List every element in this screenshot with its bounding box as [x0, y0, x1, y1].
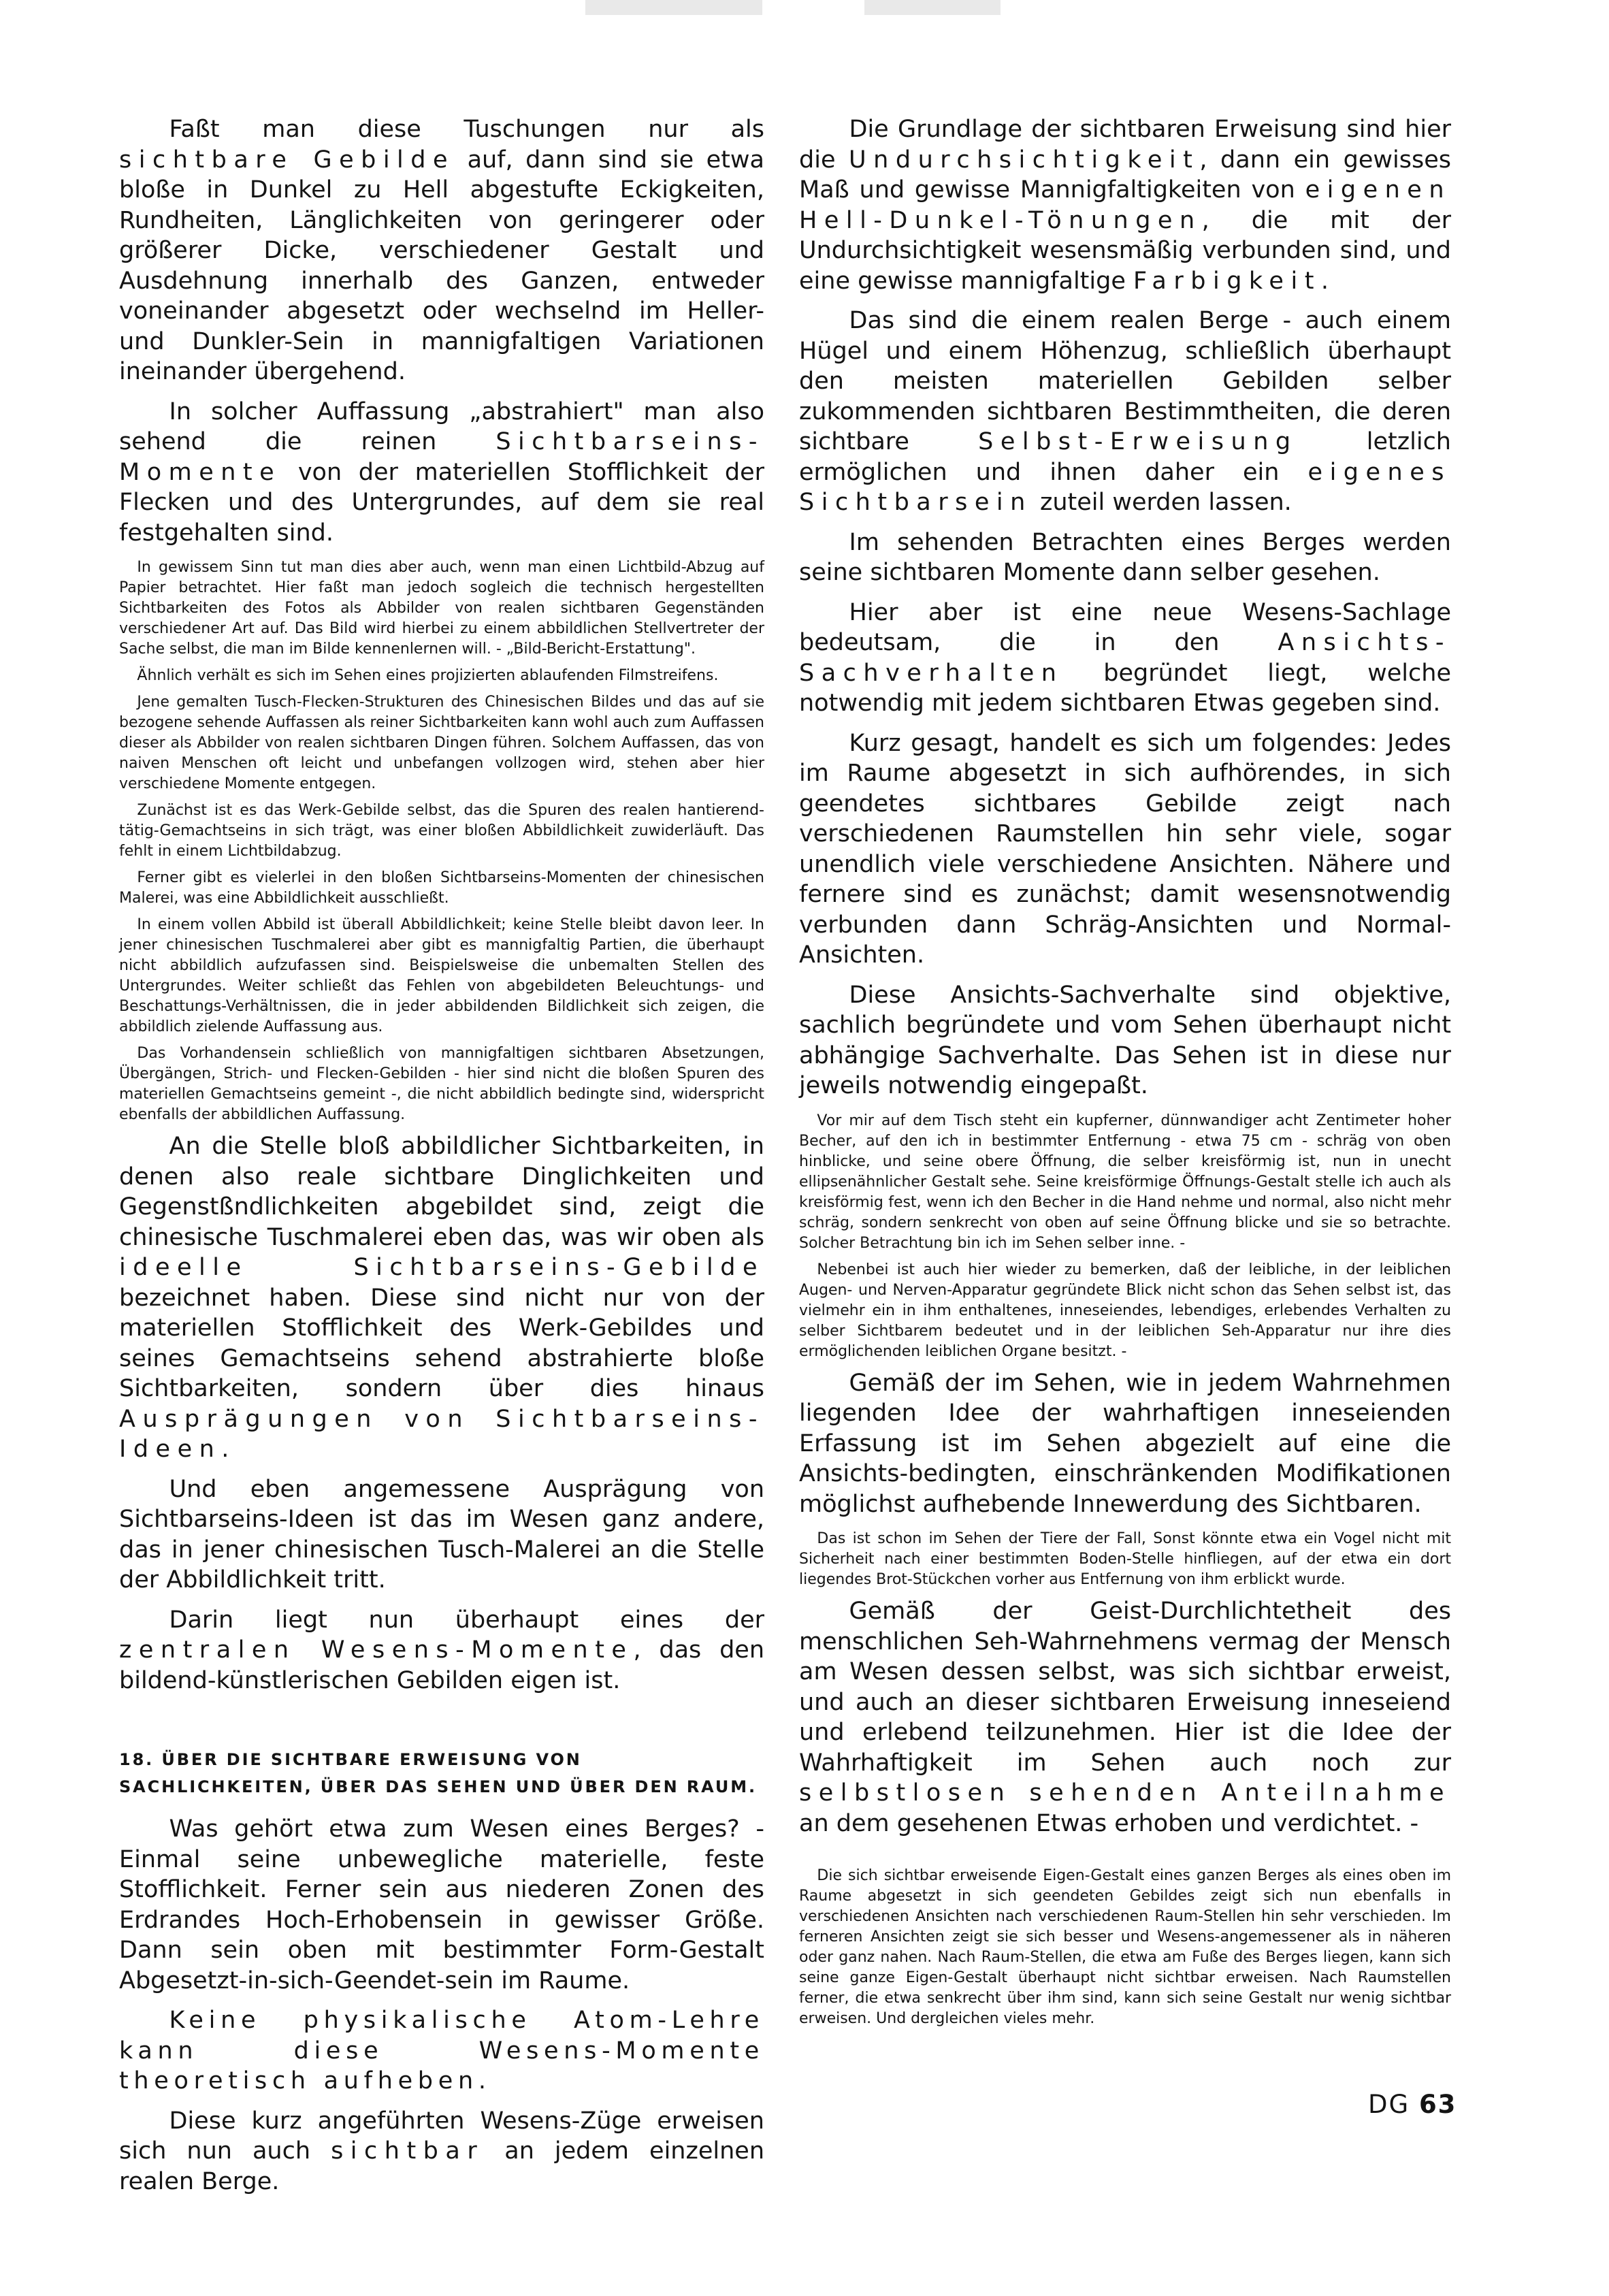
- paragraph: Diese kurz angeführten Wesens-Züge erweisen sich nun auch sichtbar an jedem einzelnen realen Berge.: [119, 2107, 764, 2195]
- paragraph: Und eben angemessene Ausprägung von Sichtbarseins-Ideen ist das im Wesen ganz andere, das in jener chinesischen Tusch-Malerei an die Stelle der Abbildlichkeit tritt.: [119, 1475, 764, 1594]
- small-paragraph: Ähnlich verhält es sich im Sehen eines projizierten ablaufenden Filmstreifens.: [137, 667, 719, 684]
- paragraph: Die Grundlage der sichtbaren Erweisung sind hier die Undurchsichtigkeit, dann ein gewisses Maß und gewisse Mannigfaltigkeiten von eigenen Hell-Dunkel-Tönungen, die mit der Undurchsichtigkeit wesensmäßig verbunden sind, und eine gewisse mannigfaltige Farbigkeit.: [799, 116, 1451, 295]
- small-paragraph: Das Vorhandensein schließlich von mannigfaltigen sichtbaren Absetzungen, Übergängen, Strich- und Flecken-Gebilden - hier sind nicht die bloßen Spuren des materiellen Gemachtseins gemeint -, die nicht abbildlich bedingte sind, widerspricht ebenfalls der abbildlichen Auffassung.: [119, 1045, 764, 1123]
- small-paragraph: Die sich sichtbar erweisende Eigen-Gestalt eines ganzen Berges als eines oben im Raume abgesetzt in sich geendeten Gebildes zeigt sich nun ebenfalls in verschiedenen Ansichten nach verschiedenen Raum-Stellen hin sehr verschieden. Im ferneren Ansichten zeigt sie sich besser und Wesens-angemessener als in näheren oder ganz nahen. Nach Raum-Stellen, die etwa am Fuße des Berges liegen, kann sich seine ganze Eigen-Gestalt überhaupt nicht sichtbar erweisen. Nach Raumstellen ferner, die etwa senkrecht über ihm sind, kann sich seine Gestalt nur wenig sichtbar erweisen. Und dergleichen vieles mehr.: [799, 1867, 1451, 2027]
- left-column: [119, 114, 764, 2206]
- right-column: [799, 114, 1451, 2035]
- paragraph: In solcher Auffassung „abstrahiert" man also sehend die reinen Sichtbarseins-Momente von der materiellen Stofflichkeit der Flecken und des Untergrundes, auf dem sie real festgehalten sind.: [119, 398, 764, 547]
- page-number: 63: [1418, 2090, 1457, 2119]
- journal-label: DG: [1368, 2090, 1410, 2119]
- small-paragraph: In einem vollen Abbild ist überall Abbildlichkeit; keine Stelle bleibt davon leer. In jener chinesischen Tuschmalerei aber gibt es mannigfaltig Partien, die überhaupt nicht abbildlich aufzufassen sind. Beispielsweise die unbemalten Stellen des Untergrundes. Weiter schließt das Fehlen von abgebildeten Beleuchtungs- und Beschattungs-Verhältnissen, die in jeder abbildenden Bildlichkeit sich zeigen, die abbildlich zielende Auffassung aus.: [119, 916, 764, 1035]
- paragraph: Keine physikalische Atom-Lehre kann diese Wesens-Momente theoretisch aufheben.: [119, 2007, 764, 2095]
- small-paragraph: Jene gemalten Tusch-Flecken-Strukturen des Chinesischen Bildes und das auf sie bezogene sehende Auffassen als reiner Sichtbarkeiten kann wohl auch zum Auffassen dieser als Abbilder von realen sichtbaren Dingen führen. Solchem Auffassen, das von naiven Menschen oft leicht und unbefangen vollzogen wird, stehen aber hier verschiedene Momente entgegen.: [119, 694, 764, 792]
- paragraph: Gemäß der Geist-Durchlichtetheit des menschlichen Seh-Wahrnehmens vermag der Mensch am Wesen dessen selbst, was sich sichtbar erweist, und auch an dieser sichtbaren Erweisung inneseiend und erlebend teilzunehmen. Hier ist die Idee der Wahrhaftigkeit im Sehen auch noch zur selbstlosen sehenden Anteilnahme an dem gesehenen Etwas erhoben und verdichtet. -: [799, 1598, 1451, 1837]
- paragraph: Darin liegt nun überhaupt eines der zentralen Wesens-Momente, das den bildend-künstlerischen Gebilden eigen ist.: [119, 1606, 765, 1694]
- paragraph: Diese Ansichts-Sachverhalte sind objektive, sachlich begründete und vom Sehen überhaupt nicht abhängige Sachverhalte. Das Sehen ist in diese nur jeweils notwendig eingepaßt.: [799, 981, 1451, 1099]
- paragraph: Hier aber ist eine neue Wesens-Sachlage bedeutsam, die in den Ansichts-Sachverhalten begründet liegt, welche notwendig mit jedem sichtbaren Etwas gegeben sind.: [799, 598, 1451, 717]
- paragraph: Im sehenden Betrachten eines Berges werden seine sichtbaren Momente dann selber gesehen.: [799, 528, 1451, 586]
- page-footer: [1368, 2090, 1457, 2119]
- small-paragraph: Vor mir auf dem Tisch steht ein kupferner, dünnwandiger acht Zentimeter hoher Becher, auf den ich in bestimmter Entfernung - etwa 75 cm - schräg von oben hinblicke, und seine obere Öffnung, die selber kreisförmig ist, nun in unecht ellipsenähnlicher Gestalt sehe. Seine kreisförmige Öffnungs-Gestalt stelle ich auch als kreisförmig fest, wenn ich den Becher in die Hand nehme und normal, also nicht mehr schräg, sondern senkrecht von oben auf seine Öffnung blicke und sie so betrachte. Solcher Betrachtung bin ich im Sehen selber inne. -: [799, 1112, 1451, 1252]
- small-paragraph: Das ist schon im Sehen der Tiere der Fall, Sonst könnte etwa ein Vogel nicht mit Sicherheit nach einer bestimmten Boden-Stelle hinfliegen, auf der etwa ein dort liegendes Brot-Stückchen vorher aus Entfernung von ihm erblickt wurde.: [799, 1530, 1451, 1588]
- scan-mark: [864, 0, 1001, 15]
- small-paragraph: In gewissem Sinn tut man dies aber auch, wenn man einen Lichtbild-Abzug auf Papier betrachtet. Hier faßt man jedoch sogleich die technisch hergestellten Sichtbarkeiten des Fotos als Abbilder von realen sichtbaren Gegenständen verschiedener Art auf. Das Bild wird hierbei zu einem abbildlichen Stellvertreter der Sache selbst, die man im Bilde kennenlernen will. - „Bild-Bericht-Erstattung".: [119, 559, 764, 658]
- paragraph: An die Stelle bloß abbildlicher Sichtbarkeiten, in denen also reale sichtbare Dinglichkeiten und Gegenstßndlichkeiten abgebildet sind, zeigt die chinesische Tuschmalerei eben das, was wir oben als ideelle Sichtbarseins-Gebilde bezeichnet haben. Diese sind nicht nur von der materiellen Stofflichkeit des Werk-Gebildes und seines Gemachtseins sehend abstrahierte bloße Sichtbarkeiten, sondern über dies hinaus Ausprägungen von Sichtbarseins-Ideen.: [119, 1133, 764, 1463]
- scan-mark: [585, 0, 762, 15]
- paragraph: Gemäß der im Sehen, wie in jedem Wahrnehmen liegenden Idee der wahrhaftigen inneseienden Erfassung ist im Sehen abgezielt auf eine die Ansichts-bedingten, einschränkenden Modifikationen möglichst aufhebende Innewerdung des Sichtbaren.: [799, 1369, 1451, 1518]
- paragraph: Was gehört etwa zum Wesen eines Berges? - Einmal seine unbewegliche materielle, feste Stofflichkeit. Ferner sein aus niederen Zonen des Erdrandes Hoch-Erhobensein in gewisser Größe. Dann sein oben mit bestimmter Form-Gestalt Abgesetzt-in-sich-Geendet-sein im Raume.: [119, 1815, 764, 1994]
- small-paragraph: Ferner gibt es vielerlei in den bloßen Sichtbarseins-Momenten der chinesischen Malerei, was eine Abbildlichkeit ausschließt.: [119, 869, 764, 907]
- small-paragraph: Nebenbei ist auch hier wieder zu bemerken, daß der leibliche, in der leiblichen Augen- und Nerven-Apparatur gegründete Blick nicht schon das Sehen selbst ist, das vielmehr ein in ihm enthaltenes, inneseiendes, lebendiges, erlebendes Verhalten zu selber Sichtbarem bedeutet und in der leiblichen Seh-Apparatur nur ihre dies ermöglichenden leiblichen Organe besitzt. -: [799, 1261, 1451, 1360]
- section-heading: 18. ÜBER DIE SICHTBARE ERWEISUNG VON SACHLICHKEITEN, ÜBER DAS SEHEN UND ÜBER DEN RAUM.: [119, 1750, 758, 1796]
- paragraph: Kurz gesagt, handelt es sich um folgendes: Jedes im Raume abgesetzt in sich aufhörendes, in sich geendetes sichtbares Gebilde zeigt nach verschiedenen Raumstellen hin sehr viele, sogar unendlich viele verschiedene Ansichten. Nähere und fernere sind es zunächst; damit wesensnotwendig verbunden dann Schräg-Ansichten und Normal-Ansichten.: [799, 729, 1451, 969]
- paragraph: Das sind die einem realen Berge - auch einem Hügel und einem Höhenzug, schließlich überhaupt den meisten materiellen Gebilden selber zukommenden sichtbaren Bestimmtheiten, die deren sichtbare Selbst-Erweisung letzlich ermöglichen und ihnen daher ein eigenes Sichtbarsein zuteil werden lassen.: [799, 307, 1451, 516]
- small-paragraph: Zunächst ist es das Werk-Gebilde selbst, das die Spuren des realen hantierend-tätig-Gemachtseins in sich trägt, was einer bloßen Abbildlichkeit zuwiderläuft. Das fehlt in einem Lichtbildabzug.: [119, 802, 764, 860]
- paragraph: Faßt man diese Tuschungen nur als sichtbare Gebilde auf, dann sind sie etwa bloße in Dunkel zu Hell abgestufte Eckigkeiten, Rundheiten, Länglichkeiten von geringerer oder größerer Dicke, verschiedener Gestalt und Ausdehnung innerhalb des Ganzen, entweder voneinander abgesetzt oder wechselnd im Heller- und Dunkler-Sein in mannigfaltigen Variationen ineinander übergehend.: [119, 116, 764, 385]
